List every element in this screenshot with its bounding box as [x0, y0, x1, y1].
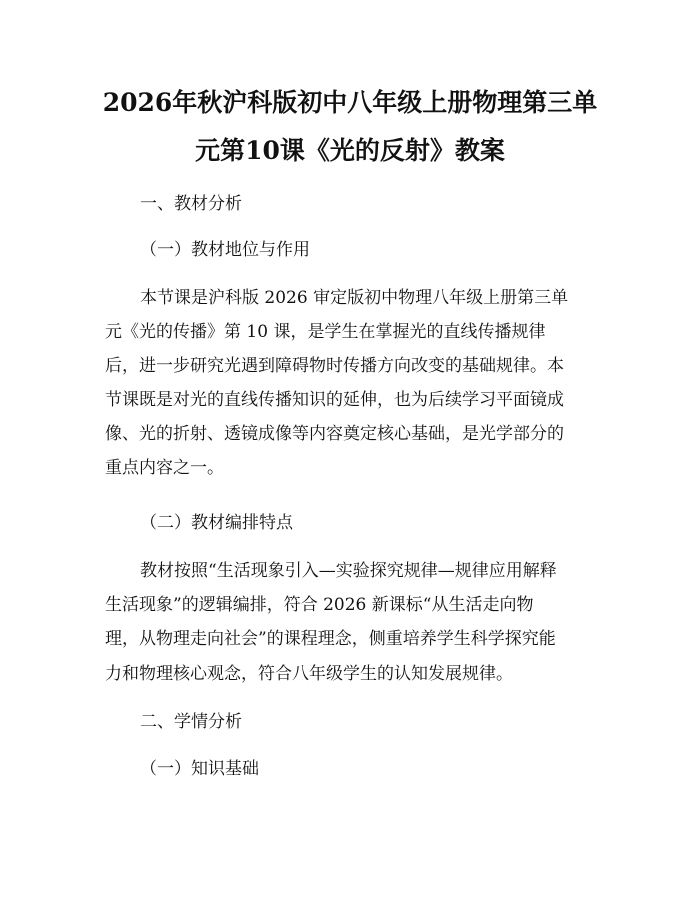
- paragraph-line: 元《光的传播》第 10 课，是学生在掌握光的直线传播规律: [105, 322, 546, 342]
- section-heading-learner-analysis: 二、学情分析: [140, 712, 242, 732]
- paragraph-line: 教材按照“生活现象引入—实验探究规律—规律应用解释: [140, 561, 557, 581]
- subsection-heading-arrangement: （二）教材编排特点: [140, 513, 293, 533]
- paragraph-line: 像、光的折射、透镜成像等内容奠定核心基础，是光学部分的: [105, 424, 564, 444]
- paragraph-line: 重点内容之一。: [105, 458, 224, 478]
- document-title-line-1: 2026年秋沪科版初中八年级上册物理第三单: [102, 88, 598, 117]
- paragraph-line: 力和物理核心观念，符合八年级学生的认知发展规律。: [105, 664, 513, 684]
- subsection-heading-status-role: （一）教材地位与作用: [140, 240, 310, 260]
- paragraph-line: 后，进一步研究光遇到障碍物时传播方向改变的基础规律。本: [105, 356, 564, 376]
- section-heading-textbook-analysis: 一、教材分析: [140, 194, 242, 214]
- paragraph-line: 生活现象”的逻辑编排，符合 2026 新课标“从生活走向物: [105, 595, 534, 615]
- document-title-line-2: 元第10课《光的反射》教案: [195, 136, 505, 165]
- subsection-heading-knowledge-base: （一）知识基础: [140, 759, 259, 779]
- paragraph-line: 本节课是沪科版 2026 审定版初中物理八年级上册第三单: [140, 288, 569, 308]
- paragraph-line: 理，从物理走向社会”的课程理念，侧重培养学生科学探究能: [105, 629, 556, 649]
- paragraph-line: 节课既是对光的直线传播知识的延伸，也为后续学习平面镜成: [105, 390, 564, 410]
